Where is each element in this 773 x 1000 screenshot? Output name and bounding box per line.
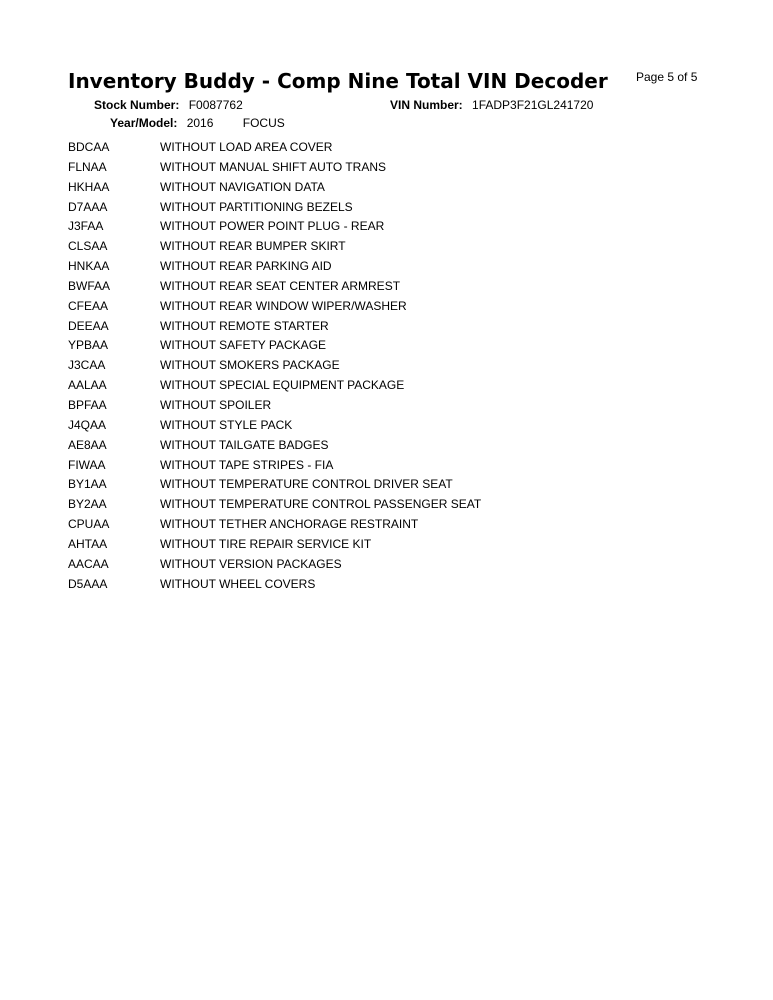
- option-row: [68, 139, 481, 159]
- option-description: WITHOUT TAILGATE BADGES: [160, 437, 329, 452]
- year-value: 2016: [186, 116, 214, 130]
- option-code: J3CAA: [68, 358, 106, 373]
- option-row: [68, 298, 481, 318]
- option-code: BPFAA: [68, 397, 107, 412]
- page-title: Inventory Buddy - Comp Nine Total VIN Decoder: [68, 69, 608, 93]
- option-description: WITHOUT NAVIGATION DATA: [160, 179, 325, 194]
- option-description: WITHOUT REAR SEAT CENTER ARMREST: [160, 278, 401, 293]
- option-code: D7AAA: [68, 199, 108, 214]
- option-row: [68, 536, 481, 556]
- option-code: BY1AA: [68, 477, 107, 492]
- option-row: [68, 476, 481, 496]
- option-code: HKHAA: [68, 179, 110, 194]
- option-code: D5AAA: [68, 576, 108, 591]
- option-code: CFEAA: [68, 298, 109, 313]
- option-code: CLSAA: [68, 239, 108, 254]
- option-description: WITHOUT MANUAL SHIFT AUTO TRANS: [160, 159, 387, 174]
- option-row: [68, 159, 481, 179]
- option-row: [68, 318, 481, 338]
- option-code: CPUAA: [68, 517, 110, 532]
- option-row: [68, 516, 481, 536]
- option-description: WITHOUT TAPE STRIPES - FIA: [160, 457, 334, 472]
- option-description: WITHOUT REMOTE STARTER: [160, 318, 329, 333]
- option-description: WITHOUT SAFETY PACKAGE: [160, 338, 327, 353]
- option-row: [68, 218, 481, 238]
- option-code: BDCAA: [68, 140, 110, 154]
- stock-number-label: Stock Number:: [94, 98, 180, 112]
- option-description: WITHOUT TEMPERATURE CONTROL DRIVER SEAT: [160, 477, 453, 492]
- option-code: HNKAA: [68, 259, 110, 274]
- option-description: WITHOUT POWER POINT PLUG - REAR: [160, 219, 385, 234]
- option-code: FIWAA: [68, 457, 106, 472]
- option-description: WITHOUT TETHER ANCHORAGE RESTRAINT: [160, 517, 419, 532]
- option-row: [68, 238, 481, 258]
- year-model-label: Year/Model:: [110, 116, 178, 130]
- option-row: [68, 377, 481, 397]
- option-code: FLNAA: [68, 159, 107, 174]
- stock-number-value: F0087762: [188, 98, 243, 112]
- option-row: [68, 337, 481, 357]
- option-code: DEEAA: [68, 318, 109, 333]
- option-description: WITHOUT SMOKERS PACKAGE: [160, 358, 340, 373]
- option-description: WITHOUT REAR BUMPER SKIRT: [160, 239, 346, 254]
- option-code: J3FAA: [68, 219, 104, 234]
- option-code: AALAA: [68, 378, 107, 393]
- option-row: [68, 496, 481, 516]
- vin-number-row: [390, 98, 593, 112]
- option-code: AE8AA: [68, 437, 107, 452]
- option-code: BY2AA: [68, 497, 107, 512]
- model-value: FOCUS: [242, 116, 285, 130]
- option-description: WITHOUT TEMPERATURE CONTROL PASSENGER SEAT: [160, 497, 482, 512]
- option-description: WITHOUT SPOILER: [160, 397, 272, 412]
- option-row: [68, 199, 481, 219]
- option-description: WITHOUT PARTITIONING BEZELS: [160, 199, 353, 214]
- option-code: BWFAA: [68, 278, 111, 293]
- option-description: WITHOUT REAR WINDOW WIPER/WASHER: [160, 298, 407, 313]
- vin-number-label: VIN Number:: [390, 98, 463, 112]
- option-code-list: [68, 139, 481, 595]
- option-code: J4QAA: [68, 417, 107, 432]
- option-row: [68, 278, 481, 298]
- option-row: [68, 397, 481, 417]
- option-row: [68, 457, 481, 477]
- option-row: [68, 258, 481, 278]
- option-description: WITHOUT STYLE PACK: [160, 417, 293, 432]
- option-description: WITHOUT TIRE REPAIR SERVICE KIT: [160, 536, 372, 551]
- option-row: [68, 556, 481, 576]
- option-description: WITHOUT SPECIAL EQUIPMENT PACKAGE: [160, 378, 405, 393]
- option-row: [68, 357, 481, 377]
- option-code: YPBAA: [68, 338, 109, 353]
- option-row: [68, 417, 481, 437]
- option-row: [68, 437, 481, 457]
- year-model-row: [110, 116, 285, 130]
- option-description: WITHOUT LOAD AREA COVER: [160, 140, 333, 154]
- option-description: WITHOUT REAR PARKING AID: [160, 259, 332, 274]
- page-number: Page 5 of 5: [636, 70, 698, 84]
- option-description: WITHOUT WHEEL COVERS: [160, 576, 316, 591]
- option-row: [68, 179, 481, 199]
- option-description: WITHOUT VERSION PACKAGES: [160, 556, 342, 571]
- option-code: AACAA: [68, 556, 109, 571]
- vin-number-value: 1FADP3F21GL241720: [472, 98, 594, 112]
- option-row: [68, 576, 481, 596]
- option-code: AHTAA: [68, 536, 108, 551]
- stock-number-row: [94, 98, 243, 112]
